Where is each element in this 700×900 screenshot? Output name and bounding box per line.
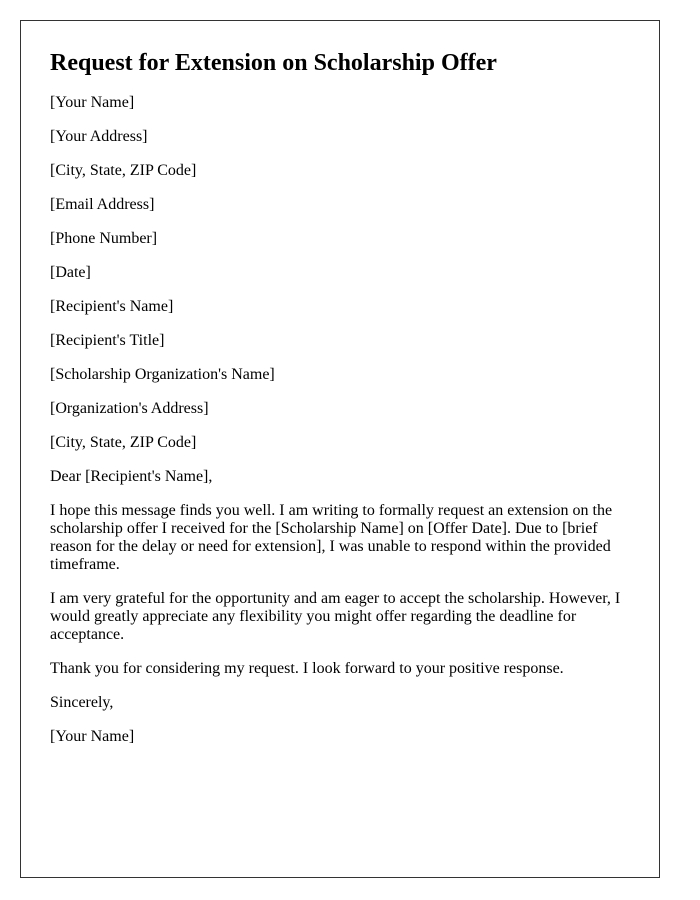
letter-content xyxy=(50,48,640,762)
body-paragraph-3: Thank you for considering my request. I look forward to your positive response. xyxy=(50,660,564,677)
sender-email: [Email Address] xyxy=(50,196,155,213)
signature: [Your Name] xyxy=(50,728,135,745)
sender-phone: [Phone Number] xyxy=(50,230,158,247)
sender-name: [Your Name] xyxy=(50,94,135,111)
body-paragraph-1: I hope this message finds you well. I am writing to formally request an extension on the scholarship offer I received for the [Scholarship Name] on [Offer Date]. Due to [brief reason for the delay or need for extension], I was unable to respond within the provided timeframe. xyxy=(50,502,613,573)
letter-page xyxy=(20,20,660,878)
recipient-name: [Recipient's Name] xyxy=(50,298,174,315)
letter-title: Request for Extension on Scholarship Offer xyxy=(50,50,497,76)
recipient-city-state-zip: [City, State, ZIP Code] xyxy=(50,434,197,451)
recipient-address: [Organization's Address] xyxy=(50,400,209,417)
recipient-block xyxy=(50,298,640,452)
letter-date: [Date] xyxy=(50,264,91,281)
salutation: Dear [Recipient's Name], xyxy=(50,468,213,485)
sender-address: [Your Address] xyxy=(50,128,148,145)
recipient-organization: [Scholarship Organization's Name] xyxy=(50,366,275,383)
recipient-title: [Recipient's Title] xyxy=(50,332,165,349)
sender-block xyxy=(50,94,640,282)
sender-city-state-zip: [City, State, ZIP Code] xyxy=(50,162,197,179)
closing: Sincerely, xyxy=(50,694,114,711)
body-paragraph-2: I am very grateful for the opportunity and am eager to accept the scholarship. However, I would greatly appreciate any flexibility you might offer regarding the deadline for acceptance. xyxy=(50,590,621,643)
